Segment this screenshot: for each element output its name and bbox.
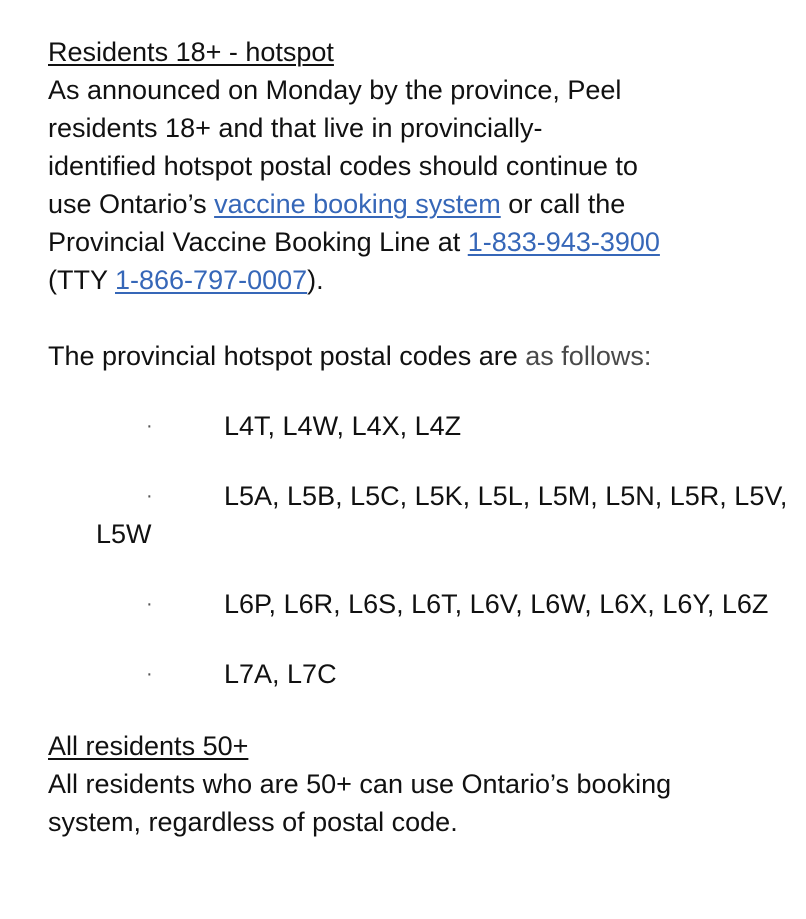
paragraph-line	[48, 261, 788, 299]
all-residents-heading: All residents 50+	[48, 731, 249, 761]
text-span: (TTY	[48, 265, 115, 295]
text-span: or call the	[500, 189, 626, 219]
paragraph-line	[48, 223, 788, 261]
spacer	[48, 375, 788, 407]
postal-code-list	[48, 407, 788, 693]
paragraph-line: system, regardless of postal code.	[48, 807, 458, 837]
paragraph-line: identified hotspot postal codes should continue to	[48, 151, 638, 181]
paragraph-line: As announced on Monday by the province, Peel	[48, 75, 622, 105]
bullet-icon: ·	[146, 663, 153, 685]
list-item	[48, 585, 788, 623]
section-hotspot	[48, 33, 788, 299]
bullet-icon: ·	[146, 593, 153, 615]
postal-code-group: L7A, L7C	[224, 659, 337, 689]
booking-line-phone-link[interactable]: 1-833-943-3900	[467, 227, 660, 257]
list-item	[48, 407, 788, 445]
postal-codes-intro	[48, 337, 788, 375]
spacer	[48, 299, 788, 337]
text-span: The provincial hotspot postal codes are	[48, 341, 526, 371]
text-span: as follows:	[525, 341, 652, 371]
paragraph-line: All residents who are 50+ can use Ontario’s booking	[48, 769, 672, 799]
list-item	[48, 655, 788, 693]
paragraph-line	[48, 185, 788, 223]
text-span: ).	[307, 265, 324, 295]
section-all-residents	[48, 727, 788, 841]
vaccine-booking-system-link[interactable]: vaccine booking system	[214, 189, 501, 219]
bullet-icon: ·	[146, 415, 153, 437]
text-span: Provincial Vaccine Booking Line at	[48, 227, 468, 257]
list-item	[48, 477, 788, 553]
hotspot-paragraph	[48, 71, 788, 299]
text-span: use Ontario’s	[48, 189, 215, 219]
paragraph-line: residents 18+ and that live in provincially-	[48, 113, 543, 143]
tty-phone-link[interactable]: 1-866-797-0007	[115, 265, 308, 295]
hotspot-heading: Residents 18+ - hotspot	[48, 37, 334, 67]
postal-code-group: L5A, L5B, L5C, L5K, L5L, L5M, L5N, L5R, L5V, L5W	[96, 481, 788, 549]
bullet-icon: ·	[146, 485, 153, 507]
postal-code-group: L6P, L6R, L6S, L6T, L6V, L6W, L6X, L6Y, L6Z	[224, 589, 769, 619]
announcement-document	[48, 33, 788, 841]
postal-code-group: L4T, L4W, L4X, L4Z	[224, 411, 462, 441]
